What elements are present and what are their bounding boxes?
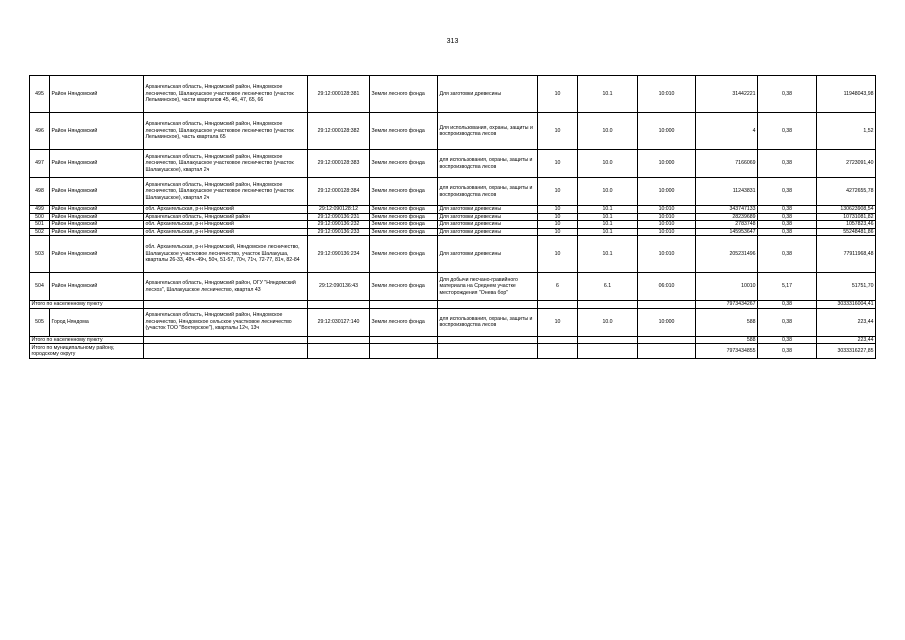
subgroup-code-cell: 10.1 <box>578 206 638 214</box>
rate-cell: 5,17 <box>758 273 817 301</box>
group-code-cell: 10 <box>538 228 578 236</box>
group-code-cell: 10 <box>538 113 578 150</box>
subgroup-code-cell: 10.1 <box>578 76 638 113</box>
address-cell: обл. Архангельская, р-н Няндомский <box>144 206 308 214</box>
row-number-cell: 503 <box>30 236 50 273</box>
subgroup-code-cell: 10.1 <box>578 213 638 221</box>
row-number-cell: 500 <box>30 213 50 221</box>
land-category-cell: Земли лесного фонда <box>370 221 438 229</box>
address-cell: Архангельская область, Няндомский район, Няндомское лесничество, Шалакушское участковое лесничество (участок Лельминское), часть квартала 65 <box>144 113 308 150</box>
cadastral-number-cell: 29:12:090136:234 <box>308 236 370 273</box>
address-cell: Архангельская область, Няндомский район, Няндомское лесничество, Шалакушское участковое лесничество (участок Лельминское), части кварталов 45, 46, 47, 65, 66 <box>144 76 308 113</box>
rate-cell: 0,38 <box>758 308 817 336</box>
land-category-cell: Земли лесного фонда <box>370 150 438 178</box>
permitted-use-cell: для использования, охраны, защиты и воспроизводства лесов <box>438 178 538 206</box>
group-code-cell: 10 <box>538 221 578 229</box>
value-cell: 4272655,78 <box>817 178 876 206</box>
permitted-use-cell: Для заготовки древесины <box>438 206 538 214</box>
permitted-use-cell: Для заготовки древесины <box>438 76 538 113</box>
table-row <box>30 308 876 336</box>
row-number-cell: 505 <box>30 308 50 336</box>
area-cell: 10010 <box>696 273 758 301</box>
address-cell: обл. Архангельская, р-н Няндомский <box>144 228 308 236</box>
value-cell: 77911968,48 <box>817 236 876 273</box>
land-category-cell: Земли лесного фонда <box>370 213 438 221</box>
subgroup-code-cell: 10.0 <box>578 178 638 206</box>
permitted-use-cell: Для заготовки древесины <box>438 228 538 236</box>
use-code-cell: 10:000 <box>638 113 696 150</box>
area-cell: 7166069 <box>696 150 758 178</box>
cadastral-number-cell: 29:12:090136:43 <box>308 273 370 301</box>
district-cell: Район Няндомский <box>50 221 144 229</box>
group-code-cell: 10 <box>538 236 578 273</box>
district-cell: Район Няндомский <box>50 113 144 150</box>
use-code-cell: 10:010 <box>638 213 696 221</box>
land-category-cell: Земли лесного фонда <box>370 273 438 301</box>
empty-cell <box>638 336 696 344</box>
cadastral-number-cell: 29:12:000128:384 <box>308 178 370 206</box>
land-category-cell: Земли лесного фонда <box>370 308 438 336</box>
cadastral-number-cell: 29:12:000128:381 <box>308 76 370 113</box>
empty-cell <box>144 336 308 344</box>
group-code-cell: 10 <box>538 206 578 214</box>
cadastral-number-cell: 29:12:090136:232 <box>308 221 370 229</box>
value-cell: 130623908,54 <box>817 206 876 214</box>
area-cell: 28239689 <box>696 213 758 221</box>
empty-cell <box>638 344 696 359</box>
address-cell: Архангельская область, Няндомский район, Няндомское лесничество, Шалакушское участковое лесничество (участок Шалакушское), квартал 2ч <box>144 178 308 206</box>
permitted-use-cell: Для заготовки древесины <box>438 221 538 229</box>
land-category-cell: Земли лесного фонда <box>370 113 438 150</box>
value-cell: 55248481,86 <box>817 228 876 236</box>
empty-cell <box>438 336 538 344</box>
subgroup-code-cell: 10.0 <box>578 150 638 178</box>
area-cell: 588 <box>696 336 758 344</box>
use-code-cell: 10:010 <box>638 76 696 113</box>
address-cell: Архангельская область, Няндомский район, Няндомское лесничество, Шалакушское участковое лесничество (участок Шалакушское), квартал 2ч <box>144 150 308 178</box>
district-cell: Район Няндомский <box>50 76 144 113</box>
use-code-cell: 10:010 <box>638 206 696 214</box>
group-code-cell: 6 <box>538 273 578 301</box>
page-number: 313 <box>446 38 459 45</box>
area-cell: 588 <box>696 308 758 336</box>
rate-cell: 0,38 <box>758 336 817 344</box>
use-code-cell: 10:010 <box>638 236 696 273</box>
subgroup-code-cell: 10.1 <box>578 221 638 229</box>
table-row <box>30 206 876 214</box>
row-number-cell: 495 <box>30 76 50 113</box>
value-cell: 10731081,82 <box>817 213 876 221</box>
use-code-cell: 10:000 <box>638 308 696 336</box>
table-row <box>30 76 876 113</box>
empty-cell <box>144 344 308 359</box>
rate-cell: 0,38 <box>758 150 817 178</box>
cadastre-table <box>29 75 876 359</box>
empty-cell <box>370 336 438 344</box>
area-cell: 7973434855 <box>696 344 758 359</box>
permitted-use-cell: для использования, охраны, защиты и воспроизводства лесов <box>438 308 538 336</box>
empty-cell <box>438 344 538 359</box>
area-cell: 7973434267 <box>696 301 758 309</box>
value-cell: 2723091,40 <box>817 150 876 178</box>
row-number-cell: 496 <box>30 113 50 150</box>
area-cell: 145953647 <box>696 228 758 236</box>
land-category-cell: Земли лесного фонда <box>370 76 438 113</box>
table-body <box>30 76 876 359</box>
rate-cell: 0,38 <box>758 228 817 236</box>
table-row <box>30 150 876 178</box>
land-category-cell: Земли лесного фонда <box>370 228 438 236</box>
district-cell: Город Няндома <box>50 308 144 336</box>
cadastral-number-cell: 29:12:030127:140 <box>308 308 370 336</box>
value-cell: 223,44 <box>817 308 876 336</box>
cadastral-number-cell: 29:12:000128:382 <box>308 113 370 150</box>
subgroup-code-cell: 6.1 <box>578 273 638 301</box>
subtotal-row <box>30 344 876 359</box>
empty-cell <box>370 344 438 359</box>
value-cell: 1,52 <box>817 113 876 150</box>
empty-cell <box>308 336 370 344</box>
land-category-cell: Земли лесного фонда <box>370 206 438 214</box>
district-cell: Район Няндомский <box>50 236 144 273</box>
district-cell: Район Няндомский <box>50 273 144 301</box>
address-cell: обл. Архангельская, р-н Няндомский, Няндомское лесничество, Шалакушское участковое лесничество, участок Шалакуша, кварталы 26-33, 48ч.-49ч, 50ч, 51-57, 70ч, 71ч, 72-77, 81ч, 82-84 <box>144 236 308 273</box>
empty-cell <box>144 301 308 309</box>
permitted-use-cell: Для использования, охраны, защиты и воспроизводства лесов <box>438 113 538 150</box>
subtotal-row <box>30 336 876 344</box>
empty-cell <box>578 301 638 309</box>
use-code-cell: 10:000 <box>638 150 696 178</box>
value-cell: 3033316004,41 <box>817 301 876 309</box>
group-code-cell: 10 <box>538 76 578 113</box>
address-cell: Архангельская область, Няндомский район, ОГУ "Няндомский лесхоз", Шалакушское лесничество, квартал 43 <box>144 273 308 301</box>
use-code-cell: 10:000 <box>638 178 696 206</box>
address-cell: Архангельская область, Няндомский район, Няндомское лесничество, Няндомское сельское участковое лесничество (участок ТОО "Вохтерское"), кварталы 12ч, 13ч <box>144 308 308 336</box>
district-cell: Район Няндомский <box>50 206 144 214</box>
table-row <box>30 221 876 229</box>
area-cell: 343747133 <box>696 206 758 214</box>
permitted-use-cell: Для добычи песчано-гравийного материала на Среднем участке месторождения "Онева бор" <box>438 273 538 301</box>
subtotal-label-cell: Итого по муниципальному району, городскому округу <box>30 344 144 359</box>
empty-cell <box>308 344 370 359</box>
empty-cell <box>308 301 370 309</box>
rate-cell: 0,38 <box>758 206 817 214</box>
rate-cell: 0,38 <box>758 178 817 206</box>
cadastral-number-cell: 29:12:090128:12 <box>308 206 370 214</box>
permitted-use-cell: Для заготовки древесины <box>438 236 538 273</box>
table-row <box>30 178 876 206</box>
rate-cell: 0,38 <box>758 236 817 273</box>
permitted-use-cell: Для заготовки древесины <box>438 213 538 221</box>
table-row <box>30 113 876 150</box>
value-cell: 1057823,46 <box>817 221 876 229</box>
subtotal-label-cell: Итого по населенному пункту <box>30 336 144 344</box>
value-cell: 223,44 <box>817 336 876 344</box>
address-cell: Архангельская область, Няндомский район <box>144 213 308 221</box>
table-row <box>30 228 876 236</box>
value-cell: 11948043,98 <box>817 76 876 113</box>
empty-cell <box>578 344 638 359</box>
district-cell: Район Няндомский <box>50 178 144 206</box>
subgroup-code-cell: 10.0 <box>578 113 638 150</box>
rate-cell: 0,38 <box>758 213 817 221</box>
table-row <box>30 213 876 221</box>
rate-cell: 0,38 <box>758 301 817 309</box>
cadastral-number-cell: 29:12:090136:231 <box>308 213 370 221</box>
permitted-use-cell: для использования, охраны, защиты и воспроизводства лесов <box>438 150 538 178</box>
rate-cell: 0,38 <box>758 221 817 229</box>
empty-cell <box>578 336 638 344</box>
group-code-cell: 10 <box>538 308 578 336</box>
row-number-cell: 502 <box>30 228 50 236</box>
subtotal-label-cell: Итого по населенному пункту <box>30 301 144 309</box>
subgroup-code-cell: 10.0 <box>578 308 638 336</box>
empty-cell <box>638 301 696 309</box>
group-code-cell: 10 <box>538 150 578 178</box>
district-cell: Район Няндомский <box>50 213 144 221</box>
group-code-cell: 10 <box>538 213 578 221</box>
use-code-cell: 10:010 <box>638 221 696 229</box>
area-cell: 2783748 <box>696 221 758 229</box>
use-code-cell: 10:010 <box>638 228 696 236</box>
area-cell: 11243831 <box>696 178 758 206</box>
group-code-cell: 10 <box>538 178 578 206</box>
district-cell: Район Няндомский <box>50 228 144 236</box>
subgroup-code-cell: 10.1 <box>578 228 638 236</box>
rate-cell: 0,38 <box>758 76 817 113</box>
subgroup-code-cell: 10.1 <box>578 236 638 273</box>
land-category-cell: Земли лесного фонда <box>370 236 438 273</box>
table-row <box>30 236 876 273</box>
land-category-cell: Земли лесного фонда <box>370 178 438 206</box>
row-number-cell: 497 <box>30 150 50 178</box>
row-number-cell: 499 <box>30 206 50 214</box>
rate-cell: 0,38 <box>758 113 817 150</box>
empty-cell <box>538 336 578 344</box>
value-cell: 3033316227,85 <box>817 344 876 359</box>
empty-cell <box>370 301 438 309</box>
subtotal-row <box>30 301 876 309</box>
row-number-cell: 501 <box>30 221 50 229</box>
value-cell: 51751,70 <box>817 273 876 301</box>
empty-cell <box>538 344 578 359</box>
row-number-cell: 498 <box>30 178 50 206</box>
district-cell: Район Няндомский <box>50 150 144 178</box>
rate-cell: 0,38 <box>758 344 817 359</box>
cadastral-number-cell: 29:12:090136:233 <box>308 228 370 236</box>
row-number-cell: 504 <box>30 273 50 301</box>
area-cell: 4 <box>696 113 758 150</box>
address-cell: обл. Архангельская, р-н Няндомский <box>144 221 308 229</box>
empty-cell <box>538 301 578 309</box>
area-cell: 205231496 <box>696 236 758 273</box>
cadastral-number-cell: 29:12:000128:383 <box>308 150 370 178</box>
area-cell: 31442221 <box>696 76 758 113</box>
table-row <box>30 273 876 301</box>
use-code-cell: 06:010 <box>638 273 696 301</box>
empty-cell <box>438 301 538 309</box>
